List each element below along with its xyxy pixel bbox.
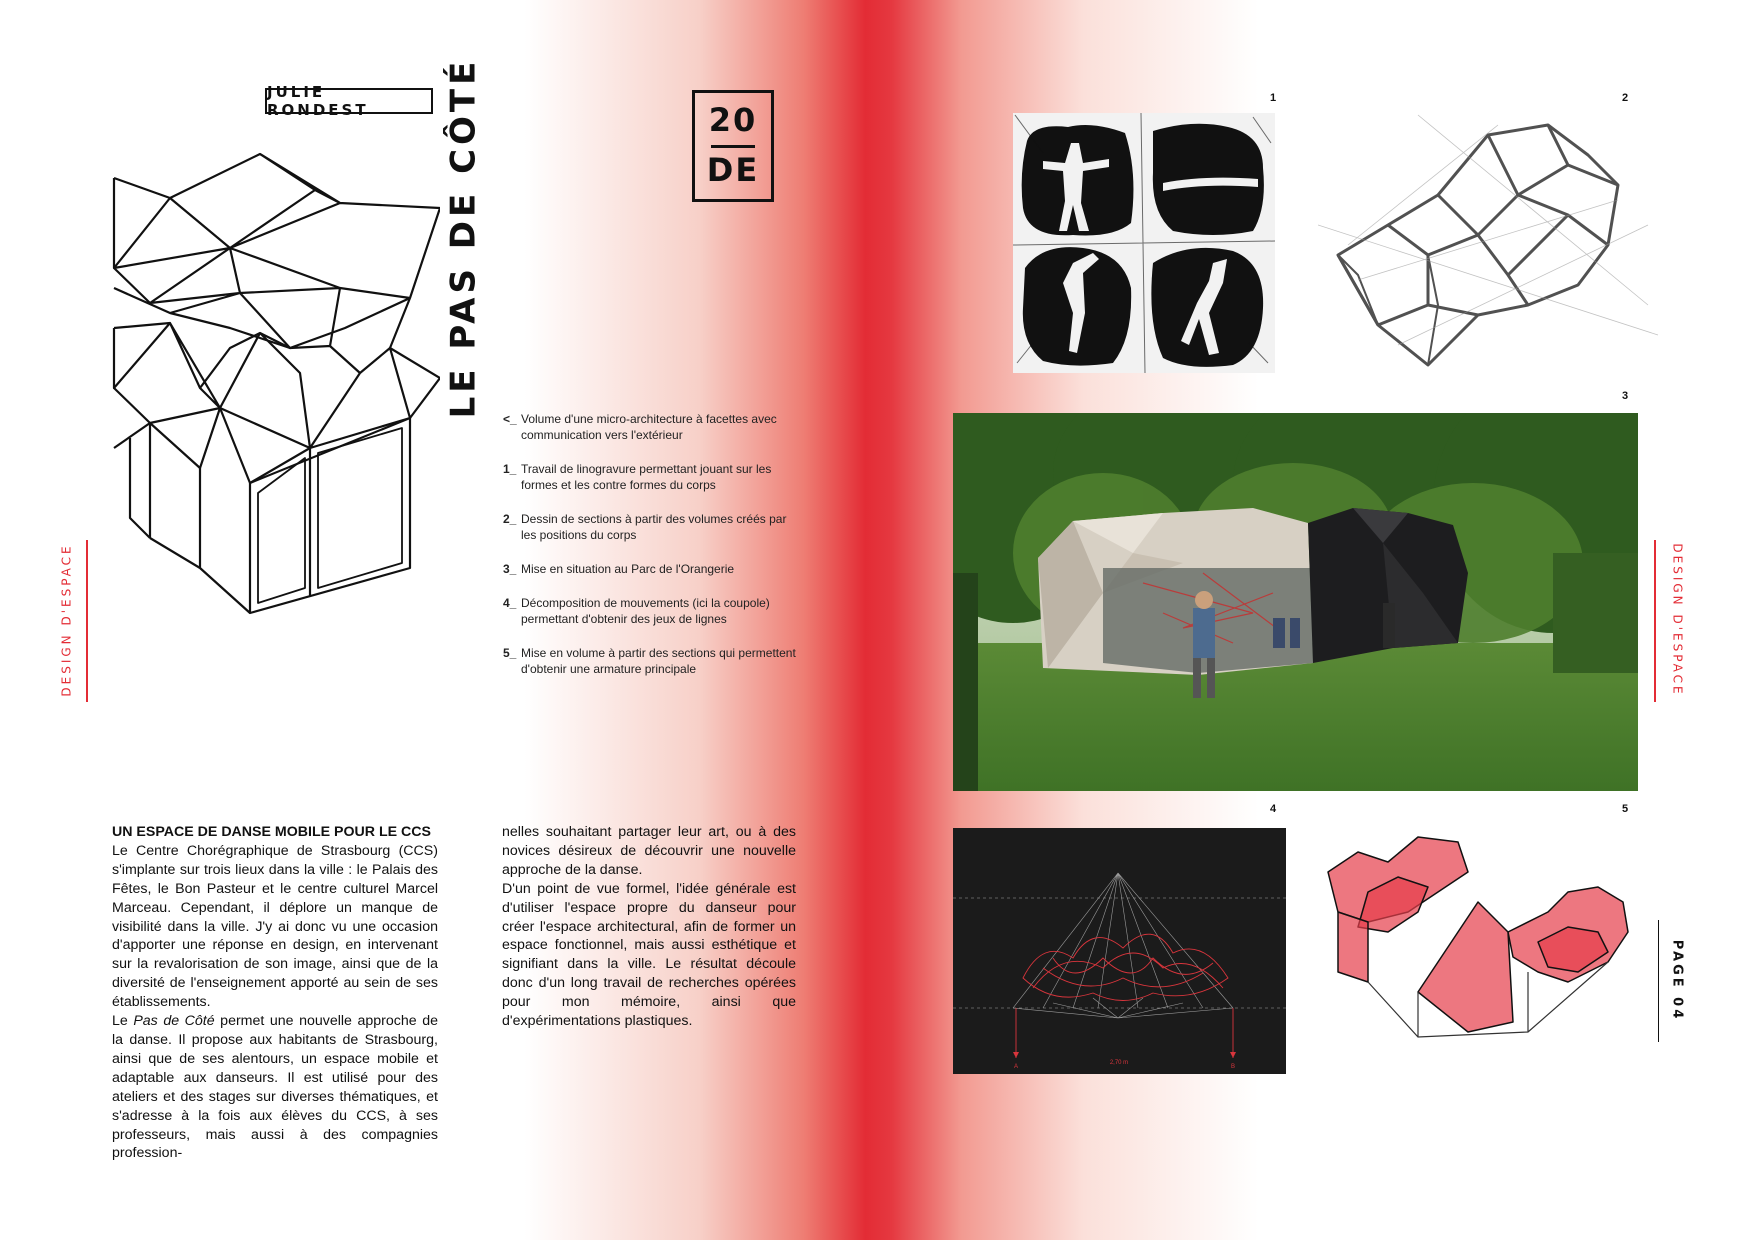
issue-number: 20 xyxy=(708,101,758,139)
article-column-2 xyxy=(502,823,796,1031)
section-marker-a: A xyxy=(1013,1064,1019,1070)
figure-number: 5 xyxy=(1621,803,1629,815)
page-number: PAGE 04 xyxy=(1669,939,1685,1021)
caption-item: 1_ Travail de linogravure permettant jouant sur les formes et les contre formes du corps xyxy=(503,462,772,492)
caption-item: 5_ Mise en volume à partir des sections qui permettent d'obtenir une armature principale xyxy=(503,646,796,676)
volume-sections-image xyxy=(1308,832,1638,1057)
section-sketch-image xyxy=(1318,105,1668,380)
figure-number: 3 xyxy=(1621,390,1629,402)
movement-decomposition-image xyxy=(953,828,1286,1074)
accent-bar-left xyxy=(86,540,88,702)
caption-item: <_ Volume d'une micro-architecture à facettes avec communication vers l'extérieur xyxy=(503,412,777,442)
section-marker-b: B xyxy=(1230,1064,1236,1070)
park-render-image xyxy=(953,413,1638,791)
article-paragraph: D'un point de vue formel, l'idée générale est d'utiliser l'espace propre du danseur pour créer l'espace architectural, afin de former un espace fonctionnel, mais aussi esthétique et signifiant dans la ville. Le résultat découle donc d'un long travail de recherches opérées pour mon mémoire, ainsi que d'expérimentations plastiques. xyxy=(502,880,796,1030)
article-paragraph: Le Centre Chorégraphique de Strasbourg (CCS) s'implante sur trois lieux dans la ville : le Palais des Fêtes, le Bon Pasteur et le centre culturel Marcel Marceau. Cependant, il déplore un manque de visibilité dans la ville. J'y ai donc vu une occasion d'apporter une réponse en design, en intervenant sur la revalorisation de son image, ainsi que de la diversité de l'enseignement apporté au sein de ses établissements. xyxy=(112,842,438,1011)
section-label-left: DESIGN D'ESPACE xyxy=(60,543,75,697)
article-column-1 xyxy=(112,823,438,1163)
accent-bar-right xyxy=(1654,540,1656,702)
project-title: LE PAS DE CÔTÉ xyxy=(443,57,484,419)
page-divider xyxy=(1658,920,1659,1042)
figure-number: 2 xyxy=(1621,92,1629,104)
article-paragraph: Le Pas de Côté permet une nouvelle approche de la danse. Il propose aux habitants de Strasbourg, ainsi que de ses alentours, un espace mobile et adaptable aux danseurs. Il est utilisé pour des ateliers et des stages sur diverses thématiques, et s'adresse à la fois aux élèves du CCS, à ses professeurs, mais aussi à des compagnies profession- xyxy=(112,1013,438,1162)
figure-captions xyxy=(503,411,803,695)
faceted-volume-drawing xyxy=(110,148,440,618)
caption-item: 2_ Dessin de sections à partir des volumes créés par les positions du corps xyxy=(503,512,787,542)
issue-section: DE xyxy=(706,151,760,189)
article-paragraph: nelles souhaitant partager leur art, ou à des novices désireux de découvrir une nouvelle approche de la danse. xyxy=(502,824,796,878)
figure-number: 1 xyxy=(1269,92,1277,104)
article-heading: UN ESPACE DE DANSE MOBILE POUR LE CCS xyxy=(112,824,431,840)
dimension-label: 2,70 m xyxy=(1109,1060,1129,1066)
caption-item: 4_ Décomposition de mouvements (ici la coupole) permettant d'obtenir des jeux de lignes xyxy=(503,596,770,626)
issue-divider xyxy=(711,145,755,148)
caption-item: 3_ Mise en situation au Parc de l'Orangerie xyxy=(503,562,735,576)
figure-number: 4 xyxy=(1269,803,1277,815)
author-name: JULIE RONDEST xyxy=(265,88,433,114)
linocut-print-image xyxy=(1013,113,1275,373)
section-label-right: DESIGN D'ESPACE xyxy=(1671,543,1686,697)
issue-badge xyxy=(692,90,774,202)
